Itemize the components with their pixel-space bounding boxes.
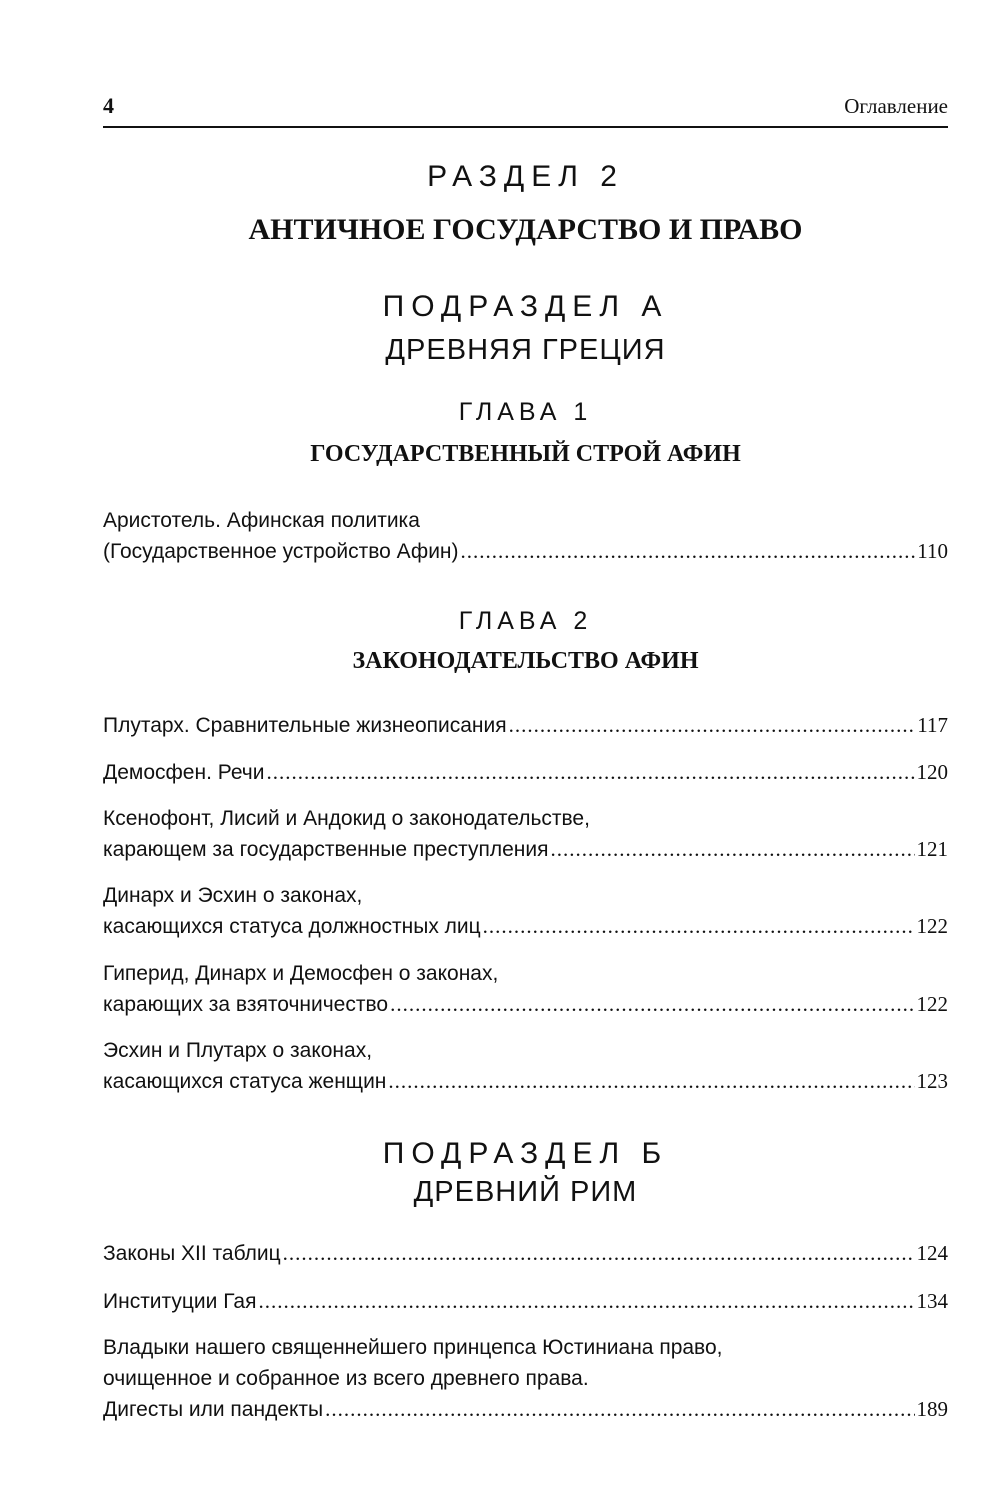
toc-entry-leader — [103, 757, 948, 788]
page-number: 4 — [103, 93, 114, 118]
toc-entry-title: Институции Гая — [103, 1290, 257, 1313]
toc-entry[interactable] — [103, 505, 948, 567]
toc-entry-leader — [103, 1286, 948, 1317]
dot-leader — [283, 1238, 915, 1269]
toc-entry-line: Аристотель. Афинская политика — [103, 509, 420, 532]
toc-entry-line: очищенное и собранное из всего древнего права. — [103, 1367, 589, 1390]
toc-page-number: 122 — [916, 914, 948, 938]
chapter-2-label: ГЛАВА 2 — [458, 607, 593, 635]
toc-page-number: 124 — [916, 1241, 948, 1265]
toc-page-number: 123 — [916, 1069, 948, 1093]
toc-entry[interactable] — [103, 1332, 948, 1425]
chapter-1-title: ГОСУДАРСТВЕННЫЙ СТРОЙ АФИН — [310, 441, 741, 467]
dot-leader — [483, 911, 915, 942]
toc-entry[interactable] — [103, 757, 948, 788]
toc-entry-title: карающем за государственные преступления — [103, 838, 549, 861]
toc-entry-leader — [103, 1066, 948, 1097]
toc-entry[interactable] — [103, 958, 948, 1020]
toc-entry-leader — [103, 536, 948, 567]
toc-entry-line: Владыки нашего священнейшего принцепса Юстиниана право, — [103, 1336, 723, 1359]
chapter-1-label: ГЛАВА 1 — [458, 398, 593, 426]
subsection-a-title: ДРЕВНЯЯ ГРЕЦИЯ — [385, 334, 666, 366]
dot-leader — [388, 1066, 914, 1097]
toc-entry-leader — [103, 1238, 948, 1269]
dot-leader — [390, 989, 914, 1020]
toc-entry-leader — [103, 989, 948, 1020]
dot-leader — [266, 757, 914, 788]
toc-entry[interactable] — [103, 1035, 948, 1097]
dot-leader — [550, 834, 914, 865]
section-label: РАЗДЕЛ 2 — [427, 160, 624, 193]
section-title: АНТИЧНОЕ ГОСУДАРСТВО И ПРАВО — [248, 213, 803, 246]
toc-entry-leader — [103, 1394, 948, 1425]
toc-entry-title: Демосфен. Речи — [103, 761, 265, 784]
subsection-b-label: ПОДРАЗДЕЛ Б — [382, 1137, 669, 1170]
chapter-2-title: ЗАКОНОДАТЕЛЬСТВО АФИН — [352, 648, 699, 674]
toc-entry[interactable] — [103, 1238, 948, 1269]
toc-page-number: 120 — [916, 760, 948, 784]
dot-leader — [461, 536, 916, 567]
toc-entry[interactable] — [103, 1286, 948, 1317]
toc-entry-line: Ксенофонт, Лисий и Андокид о законодательстве, — [103, 807, 590, 830]
toc-entry-title: Плутарх. Сравнительные жизнеописания — [103, 714, 507, 737]
toc-entry-line: Гиперид, Динарх и Демосфен о законах, — [103, 962, 499, 985]
dot-leader — [509, 710, 916, 741]
toc-page-number: 121 — [916, 837, 948, 861]
toc-page-number: 110 — [917, 539, 948, 563]
toc-page-number: 134 — [916, 1289, 948, 1313]
toc-page-number: 189 — [916, 1397, 948, 1421]
toc-entry[interactable] — [103, 880, 948, 942]
toc-entry-line: Динарх и Эсхин о законах, — [103, 884, 363, 907]
dot-leader — [258, 1286, 914, 1317]
toc-page-number: 122 — [916, 992, 948, 1016]
toc-entry-title: (Государственное устройство Афин) — [103, 540, 459, 563]
toc-entry-title: касающихся статуса женщин — [103, 1070, 387, 1093]
dot-leader — [325, 1394, 914, 1425]
toc-entry-leader — [103, 710, 948, 741]
header-rule — [103, 126, 948, 128]
toc-entry[interactable] — [103, 710, 948, 741]
toc-entry-title: карающих за взяточничество — [103, 993, 389, 1016]
subsection-a-label: ПОДРАЗДЕЛ А — [382, 290, 669, 323]
toc-entry-line: Эсхин и Плутарх о законах, — [103, 1039, 373, 1062]
running-title: Оглавление — [844, 94, 948, 118]
toc-entry-leader — [103, 834, 948, 865]
toc-entry-title: касающихся статуса должностных лиц — [103, 915, 481, 938]
subsection-b-title: ДРЕВНИЙ РИМ — [413, 1176, 638, 1208]
toc-entry-leader — [103, 911, 948, 942]
toc-entry-title: Законы XII таблиц — [103, 1242, 281, 1265]
toc-page-number: 117 — [917, 713, 948, 737]
toc-entry[interactable] — [103, 803, 948, 865]
toc-entry-title: Дигесты или пандекты — [103, 1398, 324, 1421]
